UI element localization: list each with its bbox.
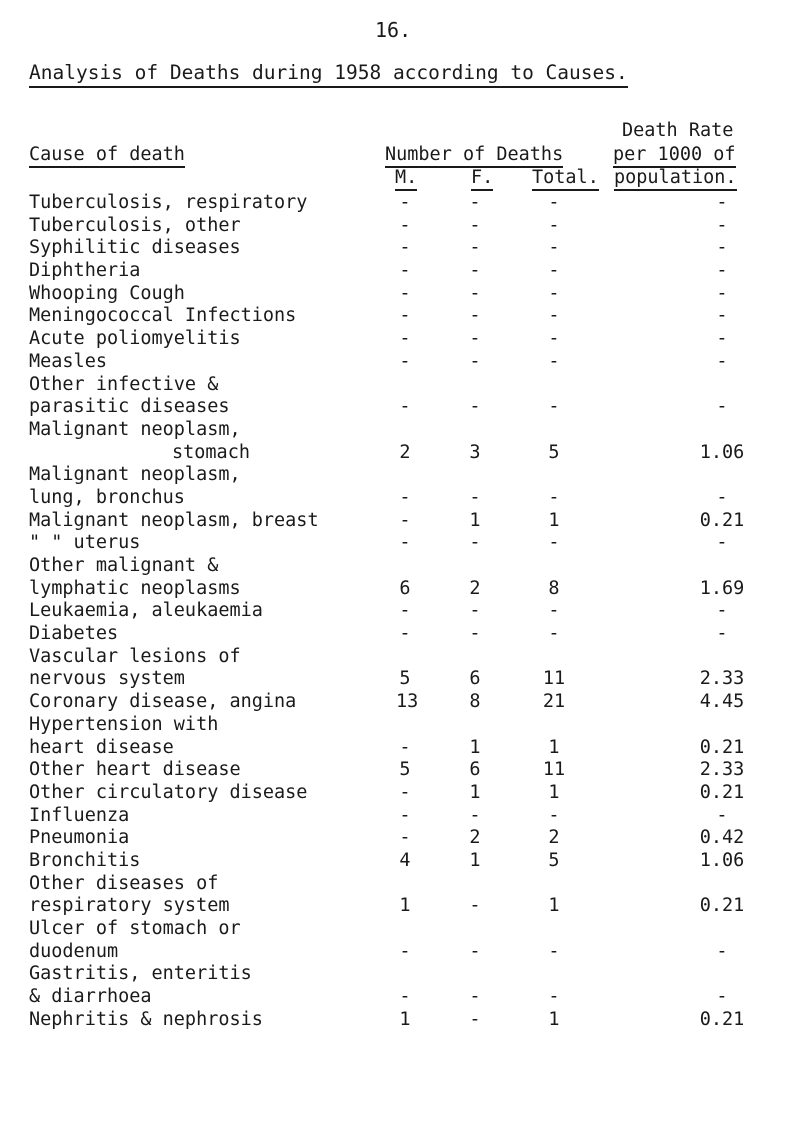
female-cell: - [469, 214, 481, 236]
header-cause: Cause of death [29, 144, 185, 168]
cause-cell: Other diseases of [29, 872, 219, 894]
total-cell: - [548, 600, 560, 622]
total-cell: - [548, 532, 560, 554]
total-cell: - [548, 986, 560, 1008]
total-cell: - [548, 282, 560, 304]
header-per-1000: per 1000 of [613, 144, 736, 168]
cause-cell: Syphilitic diseases [29, 237, 241, 259]
table-row [0, 759, 800, 782]
cause-cell: lymphatic neoplasms [29, 577, 241, 599]
table-row [0, 532, 800, 555]
rate-cell: 0.21 [699, 509, 745, 531]
rate-cell: - [716, 486, 728, 508]
male-cell: - [399, 986, 411, 1008]
rate-cell: - [716, 532, 728, 554]
female-cell: 2 [469, 827, 481, 849]
table-row [0, 850, 800, 873]
total-cell: 5 [548, 441, 560, 463]
cause-cell: Other circulatory disease [29, 781, 308, 803]
table-row [0, 895, 800, 918]
total-cell: - [548, 237, 560, 259]
female-cell: - [469, 1008, 481, 1030]
male-cell: - [399, 486, 411, 508]
table-row [0, 623, 800, 646]
rate-cell: - [716, 350, 728, 372]
table-row [0, 805, 800, 828]
cause-cell: Meningococcal Infections [29, 305, 297, 327]
table-row [0, 396, 800, 419]
cause-cell: Nephritis & nephrosis [29, 1008, 263, 1030]
total-cell: 8 [548, 577, 560, 599]
table-row [0, 873, 800, 896]
rate-cell: 1.06 [699, 441, 745, 463]
header-number-of-deaths: Number of Deaths [385, 144, 563, 168]
female-cell: - [469, 804, 481, 826]
total-cell: 1 [548, 781, 560, 803]
female-cell: 1 [469, 509, 481, 531]
female-cell: - [469, 350, 481, 372]
rate-cell: 4.45 [699, 691, 745, 713]
table-row [0, 283, 800, 306]
cause-cell: Other malignant & [29, 555, 219, 576]
table-row [0, 260, 800, 283]
male-cell: 1 [399, 895, 411, 917]
cause-cell: Acute poliomyelitis [29, 328, 241, 350]
female-cell: 8 [469, 691, 481, 713]
rate-cell: 1.69 [699, 577, 745, 599]
male-cell: - [399, 940, 411, 962]
rate-cell: - [716, 623, 728, 645]
male-cell: - [399, 350, 411, 372]
total-cell: - [548, 486, 560, 508]
male-cell: 13 [396, 691, 419, 713]
total-cell: - [548, 260, 560, 282]
cause-cell: Tuberculosis, other [29, 214, 241, 236]
table-row [0, 986, 800, 1009]
table-row [0, 237, 800, 260]
table-row [0, 691, 800, 714]
table-row [0, 192, 800, 215]
rate-cell: - [716, 305, 728, 327]
cause-cell: & diarrhoea [29, 986, 152, 1008]
table-row [0, 464, 800, 487]
rate-cell: 0.21 [699, 736, 745, 758]
male-cell: - [399, 192, 411, 213]
total-cell: 11 [542, 759, 566, 781]
total-cell: - [548, 192, 560, 213]
cause-cell: Vascular lesions of [29, 645, 241, 667]
cause-cell: Gastritis, enteritis [29, 963, 252, 985]
cause-cell: stomach [172, 441, 250, 463]
table-row [0, 510, 800, 533]
cause-cell: Ulcer of stomach or [29, 918, 241, 939]
rate-cell: - [716, 940, 728, 962]
table-row [0, 714, 800, 737]
rate-cell: 0.42 [699, 827, 745, 849]
male-cell: - [399, 600, 411, 622]
table-row [0, 963, 800, 986]
total-cell: 1 [548, 509, 560, 531]
total-cell: - [548, 804, 560, 826]
total-cell: - [548, 623, 560, 645]
male-cell: - [399, 532, 411, 554]
male-cell: - [399, 328, 411, 350]
header-total: Total. [532, 167, 599, 191]
table-row [0, 328, 800, 351]
female-cell: - [469, 895, 481, 917]
cause-cell: Malignant neoplasm, [29, 464, 241, 486]
female-cell: 6 [469, 668, 481, 690]
rate-cell: 0.21 [699, 1008, 745, 1030]
header-female: F. [471, 167, 493, 191]
male-cell: - [399, 623, 411, 645]
cause-cell: Coronary disease, angina [29, 691, 297, 713]
total-cell: - [548, 396, 560, 418]
male-cell: - [399, 282, 411, 304]
table-row [0, 442, 800, 465]
male-cell: 5 [399, 668, 411, 690]
cause-cell: Measles [29, 350, 107, 372]
cause-cell: Other infective & [29, 373, 219, 395]
male-cell: - [399, 736, 411, 758]
cause-cell: nervous system [29, 668, 185, 690]
cause-cell: Hypertension with [29, 713, 219, 735]
male-cell: 2 [399, 441, 411, 463]
rate-cell: 2.33 [699, 668, 745, 690]
page-number: 16. [375, 18, 412, 42]
rate-cell: - [716, 282, 728, 304]
rate-cell: - [716, 600, 728, 622]
total-cell: 11 [542, 668, 566, 690]
male-cell: - [399, 214, 411, 236]
rate-cell: - [716, 804, 728, 826]
page-title: Analysis of Deaths during 1958 according to Causes. [29, 60, 628, 88]
cause-cell: Whooping Cough [29, 282, 185, 304]
female-cell: - [469, 600, 481, 622]
total-cell: - [548, 305, 560, 327]
deaths-table [0, 192, 800, 1031]
table-row [0, 600, 800, 623]
header-male: M. [395, 167, 417, 191]
rate-cell: 0.21 [699, 781, 745, 803]
table-row [0, 737, 800, 760]
table-row [0, 419, 800, 442]
table-row [0, 555, 800, 578]
female-cell: - [469, 192, 481, 213]
male-cell: - [399, 305, 411, 327]
header-death-rate: Death Rate [622, 120, 734, 141]
table-row [0, 487, 800, 510]
cause-cell: Diabetes [29, 623, 119, 645]
total-cell: - [548, 350, 560, 372]
rate-cell: 0.21 [699, 895, 745, 917]
rate-cell: - [716, 260, 728, 282]
rate-cell: - [716, 328, 728, 350]
cause-cell: lung, bronchus [29, 486, 185, 508]
cause-cell: Bronchitis [29, 849, 141, 871]
total-cell: 1 [548, 736, 560, 758]
cause-cell: parasitic diseases [29, 396, 230, 418]
header-population: population. [614, 167, 737, 191]
male-cell: - [399, 260, 411, 282]
female-cell: 3 [469, 441, 481, 463]
rate-cell: 2.33 [699, 759, 745, 781]
cause-cell: Malignant neoplasm, breast [29, 509, 319, 531]
cause-cell: heart disease [29, 736, 174, 758]
total-cell: 2 [548, 827, 560, 849]
table-row [0, 668, 800, 691]
female-cell: 6 [469, 759, 481, 781]
female-cell: - [469, 396, 481, 418]
male-cell: - [399, 237, 411, 259]
table-row [0, 1009, 800, 1032]
total-cell: 5 [548, 849, 560, 871]
rate-cell: - [716, 214, 728, 236]
female-cell: - [469, 532, 481, 554]
female-cell: - [469, 986, 481, 1008]
male-cell: 1 [399, 1008, 411, 1030]
table-row [0, 374, 800, 397]
male-cell: - [399, 509, 411, 531]
male-cell: 4 [399, 849, 411, 871]
cause-cell: Pneumonia [29, 827, 130, 849]
total-cell: - [548, 328, 560, 350]
cause-cell: Other heart disease [29, 759, 241, 781]
female-cell: 2 [469, 577, 481, 599]
cause-cell: respiratory system [29, 895, 230, 917]
cause-cell: duodenum [29, 940, 119, 962]
table-row [0, 941, 800, 964]
female-cell: - [469, 623, 481, 645]
female-cell: - [469, 237, 481, 259]
table-row [0, 578, 800, 601]
female-cell: - [469, 940, 481, 962]
male-cell: 5 [399, 759, 411, 781]
cause-cell: Diphtheria [29, 260, 141, 282]
table-row [0, 215, 800, 238]
male-cell: - [399, 804, 411, 826]
rate-cell: - [716, 986, 728, 1008]
table-row [0, 918, 800, 941]
total-cell: 1 [548, 895, 560, 917]
female-cell: 1 [469, 849, 481, 871]
female-cell: - [469, 486, 481, 508]
female-cell: - [469, 305, 481, 327]
cause-cell: Malignant neoplasm, [29, 418, 241, 440]
total-cell: 21 [542, 691, 566, 713]
table-row [0, 351, 800, 374]
rate-cell: - [716, 192, 728, 213]
table-row [0, 827, 800, 850]
rate-cell: 1.06 [699, 849, 745, 871]
female-cell: - [469, 260, 481, 282]
female-cell: - [469, 282, 481, 304]
male-cell: - [399, 827, 411, 849]
table-row [0, 305, 800, 328]
male-cell: - [399, 396, 411, 418]
female-cell: - [469, 328, 481, 350]
cause-cell: Leukaemia, aleukaemia [29, 600, 263, 622]
total-cell: 1 [548, 1008, 560, 1030]
cause-cell: Influenza [29, 804, 130, 826]
male-cell: - [399, 781, 411, 803]
rate-cell: - [716, 237, 728, 259]
female-cell: 1 [469, 736, 481, 758]
cause-cell: " " uterus [29, 532, 141, 554]
female-cell: 1 [469, 781, 481, 803]
rate-cell: - [716, 396, 728, 418]
table-row [0, 782, 800, 805]
male-cell: 6 [399, 577, 411, 599]
total-cell: - [548, 940, 560, 962]
total-cell: - [548, 214, 560, 236]
cause-cell: Tuberculosis, respiratory [29, 192, 308, 213]
table-row [0, 646, 800, 669]
